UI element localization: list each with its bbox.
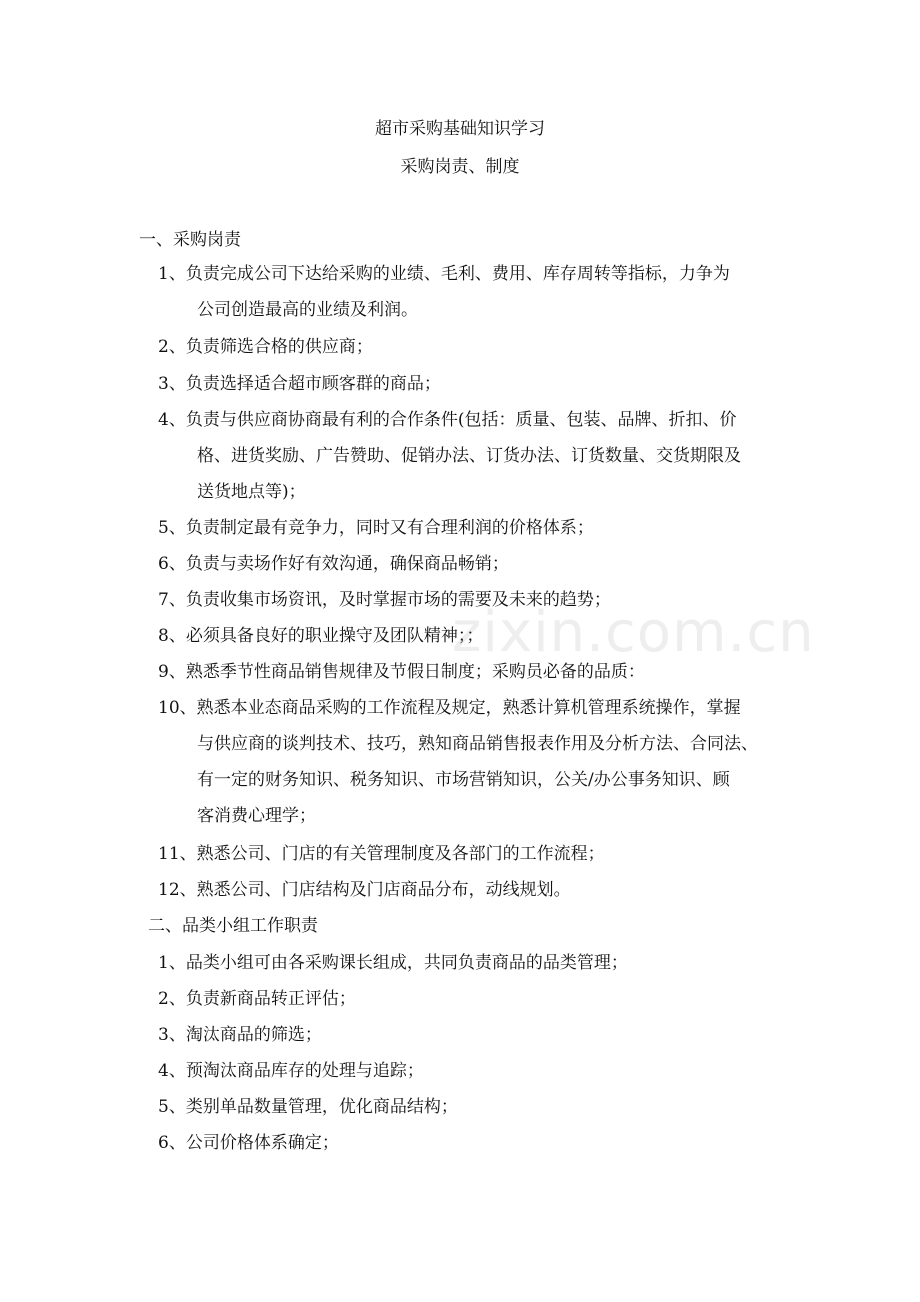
list-item (158, 510, 594, 546)
list-item (158, 1053, 424, 1089)
item-number: 6、 (158, 1133, 186, 1153)
item-text: 负责完成公司下达给采购的业绩、毛利、费用、库存周转等指标，力争为 (185, 264, 730, 284)
list-item (158, 690, 741, 726)
list-item (158, 981, 356, 1017)
item-number: 10、 (158, 698, 197, 718)
item-text: 负责新商品转正评估； (185, 989, 356, 1009)
item-number: 4、 (158, 410, 186, 430)
item-number: 5、 (158, 1097, 186, 1117)
list-item (158, 836, 605, 872)
item-text: 公司价格体系确定； (185, 1133, 339, 1153)
item-text: 负责与卖场作好有效沟通，确保商品畅销； (185, 554, 509, 574)
item-number: 2、 (158, 989, 186, 1009)
document-title: 超市采购基础知识学习 (375, 119, 545, 139)
item-text: 淘汰商品的筛选； (185, 1025, 322, 1045)
item-continuation: 有一定的财务知识、税务知识、市场营销知识，公关/办公事务知识、顾 (197, 770, 730, 790)
list-item (158, 582, 611, 618)
item-text: 预淘汰商品库存的处理与追踪； (185, 1061, 424, 1081)
item-text: 负责制定最有竞争力，同时又有合理利润的价格体系； (185, 518, 594, 538)
item-continuation: 与供应商的谈判技术、技巧，熟知商品销售报表作用及分析方法、合同法、 (197, 734, 758, 754)
item-text: 必须具备良好的职业操守及团队精神；； (185, 626, 484, 646)
item-text: 负责筛选合格的供应商； (185, 337, 373, 357)
item-continuation: 公司创造最高的业绩及利润。 (197, 300, 418, 320)
item-text: 负责收集市场资讯，及时掌握市场的需要及未来的趋势； (185, 590, 611, 610)
list-item (158, 618, 483, 654)
item-continuation: 客消费心理学； (197, 806, 316, 826)
item-text: 品类小组可由各采购课长组成，共同负责商品的品类管理； (185, 953, 628, 973)
list-item (158, 654, 645, 690)
item-number: 6、 (158, 554, 186, 574)
item-text: 熟悉公司、门店结构及门店商品分布，动线规划。 (196, 880, 571, 900)
list-item (158, 366, 441, 402)
item-number: 7、 (158, 590, 186, 610)
list-item (158, 546, 509, 582)
item-text: 负责与供应商协商最有利的合作条件(包括：质量、包装、品牌、折扣、价 (185, 410, 737, 430)
list-item (158, 945, 628, 981)
item-text: 负责选择适合超市顾客群的商品； (185, 374, 441, 394)
item-number: 11、 (158, 844, 197, 864)
list-item (158, 1017, 322, 1053)
item-number: 1、 (158, 953, 186, 973)
item-number: 2、 (158, 337, 186, 357)
item-number: 12、 (158, 880, 197, 900)
item-number: 1、 (158, 264, 186, 284)
item-text: 熟悉季节性商品销售规律及节假日制度；采购员必备的品质： (185, 662, 645, 682)
list-item (158, 329, 373, 365)
item-continuation: 送货地点等)； (197, 482, 306, 502)
document-subtitle: 采购岗责、制度 (400, 157, 520, 177)
item-text: 类别单品数量管理，优化商品结构； (185, 1097, 458, 1117)
section-1-heading: 一、采购岗责 (139, 230, 241, 250)
item-number: 3、 (158, 374, 186, 394)
item-number: 9、 (158, 662, 186, 682)
item-text: 熟悉本业态商品采购的工作流程及规定，熟悉计算机管理系统操作，掌握 (196, 698, 741, 718)
item-text: 熟悉公司、门店的有关管理制度及各部门的工作流程； (196, 844, 605, 864)
item-continuation: 格、进货奖励、广告赞助、促销办法、订货办法、订货数量、交货期限及 (197, 446, 741, 466)
list-item (158, 872, 571, 908)
item-number: 4、 (158, 1061, 186, 1081)
item-number: 8、 (158, 626, 186, 646)
item-number: 3、 (158, 1025, 186, 1045)
list-item (158, 1125, 339, 1161)
list-item (158, 402, 736, 438)
section-2-heading: 二、品类小组工作职责 (148, 916, 318, 936)
list-item (158, 256, 730, 292)
list-item (158, 1089, 458, 1125)
item-number: 5、 (158, 518, 186, 538)
watermark: zixin.com.cn (452, 600, 815, 665)
